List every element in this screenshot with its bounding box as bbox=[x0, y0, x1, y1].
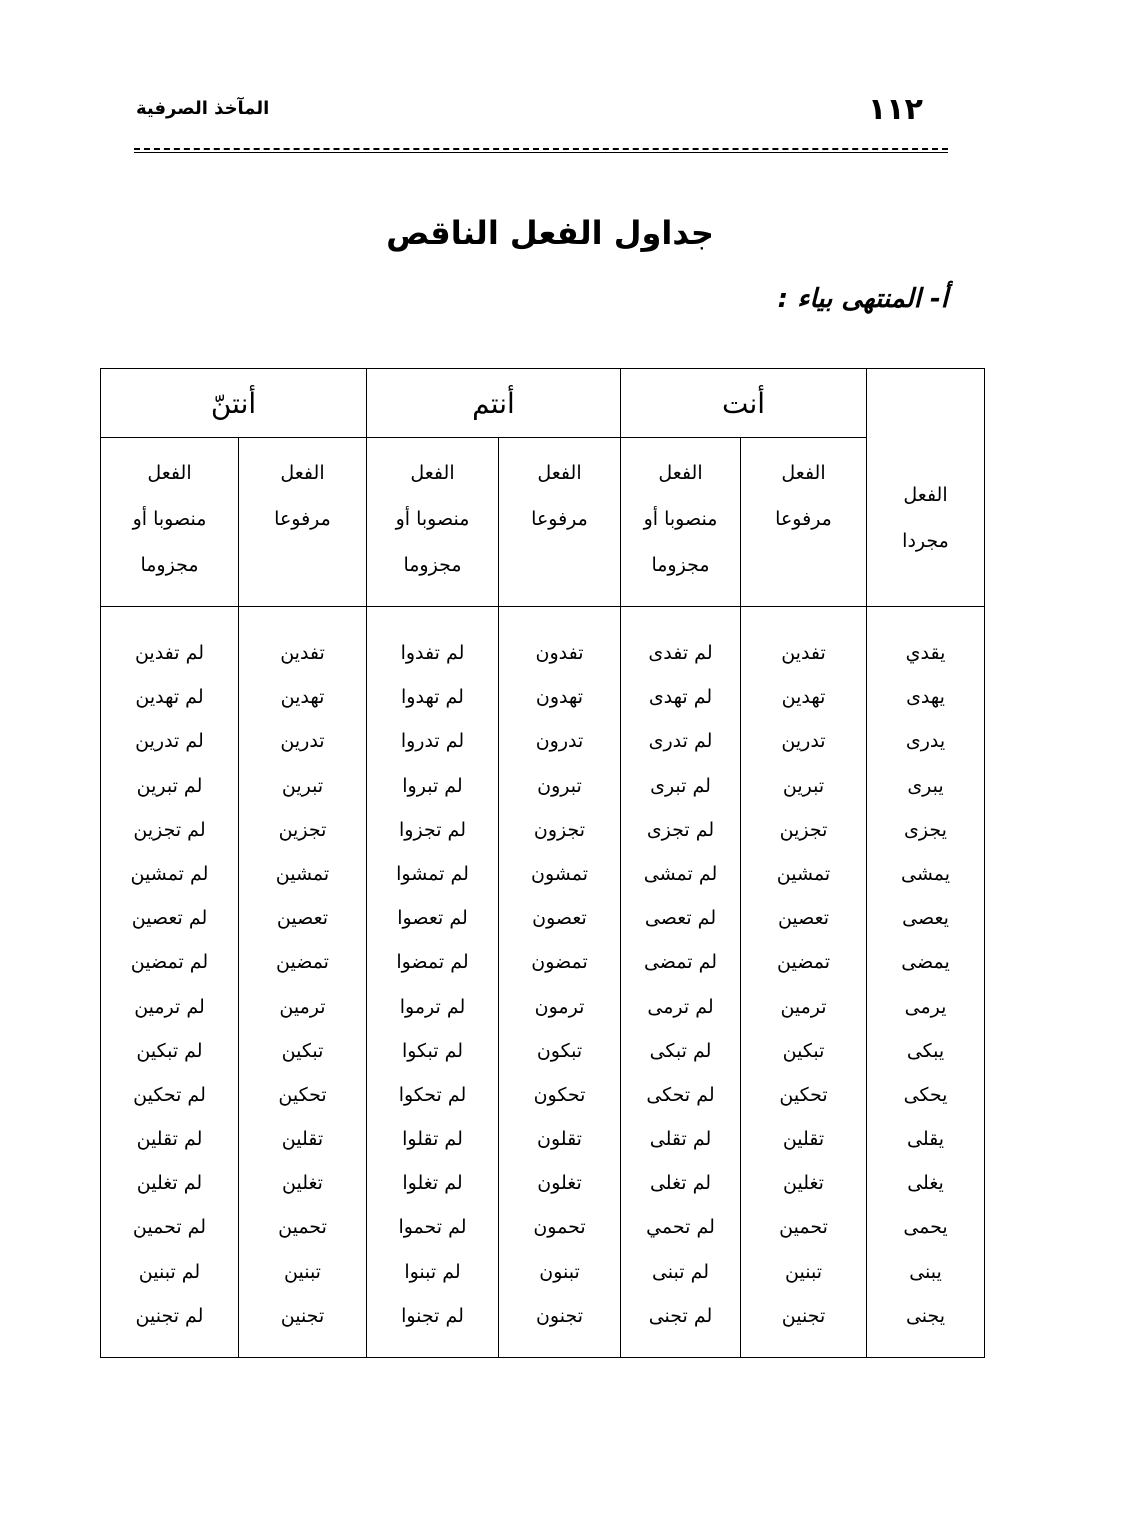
verb-form: يجنى bbox=[905, 1304, 946, 1327]
verb-form: تبرين bbox=[281, 774, 324, 797]
verb-form: تمشين bbox=[776, 862, 831, 885]
verb-form: لم تمضى bbox=[643, 951, 718, 974]
verb-form: لم تغلى bbox=[649, 1172, 712, 1195]
page-title: جداول الفعل الناقص bbox=[386, 214, 714, 252]
verb-form: يحكى bbox=[903, 1083, 948, 1106]
verb-form: لم تفدوا bbox=[400, 642, 465, 664]
verb-form: لم تهدى bbox=[648, 686, 713, 709]
verb-form: تدرون bbox=[535, 730, 584, 753]
verb-form: يبكى bbox=[906, 1039, 945, 1062]
verb-form: تمضون bbox=[531, 951, 588, 974]
running-title: المآخذ الصرفية bbox=[136, 98, 270, 119]
verb-form: تبرون bbox=[537, 774, 582, 797]
verb-form: لم تحمين bbox=[132, 1216, 207, 1239]
verb-form: تغلين bbox=[282, 1172, 323, 1195]
verb-form: لم تقلين bbox=[136, 1128, 203, 1151]
antum-marfu-header bbox=[499, 438, 621, 607]
header-line: الفعل bbox=[903, 483, 948, 506]
page-number: ١١٢ bbox=[868, 92, 923, 127]
verb-form: لم تبروا bbox=[402, 774, 463, 797]
header-line: مجزوما bbox=[651, 554, 710, 576]
verb-form: يمشى bbox=[900, 862, 951, 885]
verb-form: لم تمضوا bbox=[396, 951, 469, 974]
antunna-marfu-column bbox=[239, 607, 367, 1358]
verb-form: لم ترمى bbox=[647, 995, 714, 1018]
verb-form: لم تغلين bbox=[136, 1172, 203, 1195]
verb-form: لم تمشين bbox=[130, 862, 209, 885]
verb-form: يبرى bbox=[907, 774, 944, 797]
verb-form: تجزين bbox=[278, 818, 327, 841]
verb-form: لم تجزى bbox=[646, 818, 715, 841]
verb-form: تحكين bbox=[779, 1083, 828, 1106]
verb-form: لم تغلوا bbox=[402, 1172, 463, 1195]
verb-form: تبنين bbox=[284, 1260, 321, 1283]
verb-form: يرمى bbox=[904, 995, 947, 1018]
verb-form: تمضين bbox=[276, 951, 329, 974]
header-line: منصوبا أو bbox=[132, 508, 207, 530]
header-line: الفعل bbox=[147, 462, 192, 484]
verb-form: يقلى bbox=[907, 1128, 945, 1151]
verb-form: تفدين bbox=[280, 642, 325, 664]
verb-form: تغلين bbox=[783, 1172, 824, 1195]
header-line: مجزوما bbox=[140, 554, 199, 576]
verb-form: تبنون bbox=[539, 1260, 580, 1283]
verb-form: لم تجزوا bbox=[399, 818, 466, 841]
verb-form: تحكين bbox=[278, 1083, 327, 1106]
verb-form: لم تهدين bbox=[135, 686, 204, 709]
verb-form: تجزين bbox=[779, 818, 828, 841]
verb-form: تغلون bbox=[537, 1172, 582, 1195]
header-line: الفعل bbox=[658, 462, 703, 484]
verb-form: لم تحمي bbox=[646, 1216, 715, 1239]
verb-form: تجنين bbox=[781, 1304, 826, 1327]
verb-form: تمشون bbox=[531, 862, 588, 885]
verb-form: تجنين bbox=[280, 1304, 325, 1327]
base-verb-column bbox=[867, 607, 985, 1358]
header-line: مرفوعا bbox=[775, 508, 832, 530]
anti-marfu-column bbox=[741, 607, 867, 1358]
verb-form: تجزون bbox=[533, 818, 586, 841]
verb-form: يبنى bbox=[909, 1260, 942, 1283]
header-line: الفعل bbox=[280, 462, 325, 484]
verb-form: لم تدرين bbox=[135, 730, 204, 753]
verb-form: لم تحكوا bbox=[398, 1083, 467, 1106]
verb-form: يهدى bbox=[906, 686, 945, 709]
verb-form: تحكون bbox=[533, 1083, 586, 1106]
verb-form: لم تدروا bbox=[400, 730, 465, 753]
verb-form: يدرى bbox=[905, 730, 946, 753]
verb-form: يغلى bbox=[907, 1172, 944, 1195]
verb-form: تمضين bbox=[777, 951, 830, 974]
antum-mansub-column bbox=[367, 607, 499, 1358]
header-line: مرفوعا bbox=[531, 508, 588, 530]
verb-form: تبكون bbox=[536, 1039, 583, 1062]
verb-form: تمشين bbox=[275, 862, 330, 885]
verb-form: يحمى bbox=[903, 1216, 948, 1239]
anti-mansub-column bbox=[621, 607, 741, 1358]
verb-form: ترمون bbox=[534, 995, 585, 1018]
antum-mansub-header bbox=[367, 438, 499, 607]
verb-form: لم تعصين bbox=[131, 907, 208, 930]
verb-form: لم تمضين bbox=[130, 951, 209, 974]
verb-form: تعصين bbox=[276, 907, 329, 930]
verb-form: تعصون bbox=[532, 907, 587, 930]
verb-form: تجنون bbox=[535, 1304, 584, 1327]
verb-form: يقدي bbox=[905, 642, 946, 664]
verb-form: تحمين bbox=[278, 1216, 327, 1239]
verb-form: لم تحموا bbox=[398, 1216, 467, 1239]
verb-form: ترمين bbox=[279, 995, 326, 1018]
verb-form: ترمين bbox=[780, 995, 827, 1018]
verb-form: تدرين bbox=[781, 730, 826, 753]
header-line: منصوبا أو bbox=[395, 508, 470, 530]
header-line: مرفوعا bbox=[274, 508, 331, 530]
verb-form: يجزى bbox=[904, 818, 947, 841]
verb-form: يعصى bbox=[902, 907, 949, 930]
verb-form: لم تدرى bbox=[648, 730, 713, 753]
verb-form: لم ترموا bbox=[399, 995, 466, 1018]
verb-form: تبكين bbox=[281, 1039, 324, 1062]
verb-form: لم تفدى bbox=[648, 642, 713, 664]
verb-body-row bbox=[101, 607, 985, 1358]
pronoun-anti: أنت bbox=[621, 369, 867, 438]
verb-form: تعصين bbox=[777, 907, 830, 930]
verb-form: لم تبنين bbox=[138, 1260, 201, 1283]
verb-form: لم تمشى bbox=[643, 862, 718, 885]
verb-form: لم تبكين bbox=[136, 1039, 203, 1062]
verb-form: تبنين bbox=[785, 1260, 822, 1283]
antunna-mansub-column bbox=[101, 607, 239, 1358]
verb-form: تفدين bbox=[781, 642, 826, 664]
verb-form: تهدين bbox=[280, 686, 325, 709]
verb-form: يمضى bbox=[901, 951, 950, 974]
header-line: الفعل bbox=[410, 462, 455, 484]
pronoun-antum: أنتم bbox=[367, 369, 621, 438]
antunna-mansub-header bbox=[101, 438, 239, 607]
verb-form: تقلين bbox=[281, 1128, 324, 1151]
header-line: مجزوما bbox=[403, 554, 462, 576]
antum-marfu-column bbox=[499, 607, 621, 1358]
verb-form: لم تهدوا bbox=[401, 686, 464, 709]
verb-form: لم تقلى bbox=[649, 1128, 712, 1151]
verb-form: تفدون bbox=[535, 642, 584, 664]
verb-form: تبكين bbox=[782, 1039, 825, 1062]
column-header-row bbox=[101, 438, 985, 607]
verb-form: لم تجنوا bbox=[401, 1304, 464, 1327]
conjugation-table bbox=[100, 368, 985, 1358]
verb-form: لم تفدين bbox=[134, 642, 205, 664]
verb-form: لم تبكى bbox=[649, 1039, 712, 1062]
verb-form: لم ترمين bbox=[134, 995, 205, 1018]
verb-form: تحمون bbox=[533, 1216, 586, 1239]
verb-form: تقلون bbox=[537, 1128, 582, 1151]
verb-form: تحمين bbox=[779, 1216, 828, 1239]
header-line: الفعل bbox=[537, 462, 582, 484]
anti-marfu-header bbox=[741, 438, 867, 607]
verb-form: لم تبكوا bbox=[401, 1039, 464, 1062]
header-line: منصوبا أو bbox=[643, 508, 718, 530]
verb-form: لم تجنى bbox=[648, 1304, 713, 1327]
verb-form: لم تبنى bbox=[651, 1260, 710, 1283]
verb-form: لم تبرى bbox=[650, 774, 711, 797]
verb-form: لم تمشوا bbox=[396, 862, 469, 885]
verb-form: تهدين bbox=[781, 686, 826, 709]
verb-form: لم تجزين bbox=[133, 818, 206, 841]
verb-form: لم تبنوا bbox=[404, 1260, 461, 1283]
verb-form: لم تحكى bbox=[646, 1083, 715, 1106]
verb-form: لم تجنين bbox=[135, 1304, 204, 1327]
section-heading: أ- المنتهى بياء : bbox=[777, 284, 948, 314]
header-divider bbox=[134, 148, 948, 153]
anti-mansub-header bbox=[621, 438, 741, 607]
verb-form: لم تبرين bbox=[136, 774, 203, 797]
verb-form: تبرين bbox=[782, 774, 825, 797]
base-verb-header bbox=[867, 369, 985, 607]
verb-form: لم تقلوا bbox=[402, 1128, 463, 1151]
verb-form: لم تعصوا bbox=[397, 907, 468, 930]
header-line: الفعل bbox=[781, 462, 826, 484]
verb-form: لم تعصى bbox=[644, 907, 717, 930]
verb-form: تهدون bbox=[535, 686, 584, 709]
antunna-marfu-header bbox=[239, 438, 367, 607]
pronoun-antunna: أنتنّ bbox=[101, 369, 367, 438]
pronoun-header-row bbox=[101, 369, 985, 438]
verb-form: تدرين bbox=[280, 730, 325, 753]
verb-form: لم تحكين bbox=[133, 1083, 206, 1106]
verb-form: تقلين bbox=[782, 1128, 825, 1151]
header-line: مجردا bbox=[902, 529, 949, 552]
